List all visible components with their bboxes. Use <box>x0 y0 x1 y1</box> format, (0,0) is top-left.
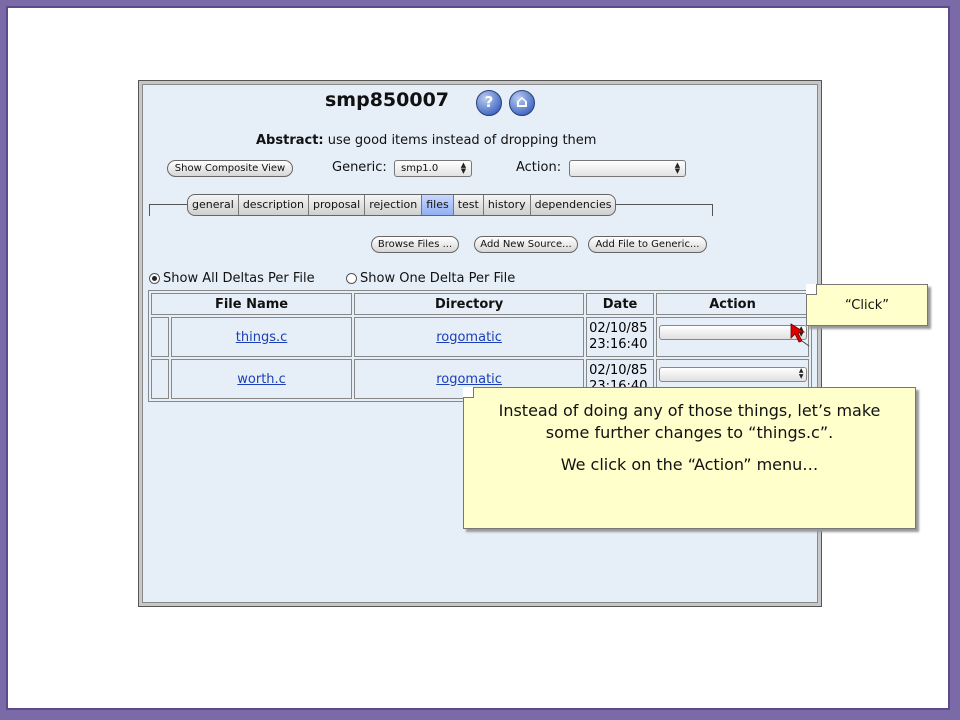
generic-select[interactable] <box>394 160 472 177</box>
tab-rejection[interactable]: rejection <box>365 195 422 215</box>
arrow-pointer-icon <box>790 323 812 347</box>
generic-label: Generic: <box>332 160 387 175</box>
column-header: Date <box>586 293 654 315</box>
help-icon[interactable]: ? <box>476 90 502 116</box>
directory-link[interactable]: rogomatic <box>436 371 502 387</box>
tab-test[interactable]: test <box>454 195 484 215</box>
instruction-text-2: We click on the “Action” menu… <box>560 455 819 474</box>
table-header-row <box>151 293 809 315</box>
column-header: File Name <box>151 293 352 315</box>
abstract <box>256 133 596 148</box>
file-link[interactable]: worth.c <box>237 371 286 387</box>
tab-general[interactable]: general <box>188 195 239 215</box>
row-action-select[interactable] <box>659 325 807 340</box>
home-icon[interactable]: ⌂ <box>509 90 535 116</box>
action-label: Action: <box>516 160 562 175</box>
click-callout: “Click” <box>806 284 928 326</box>
row-selector[interactable] <box>151 359 169 399</box>
radio-label: Show One Delta Per File <box>360 271 516 286</box>
instruction-text-1: Instead of doing any of those things, let’s make some further changes to “things.c”. <box>498 401 881 442</box>
add-file-to-generic-button[interactable]: Add File to Generic... <box>588 236 707 253</box>
select-arrows-icon: ▲ ▼ <box>798 324 804 338</box>
select-arrows-icon: ▲ ▼ <box>674 161 681 175</box>
add-new-source-button[interactable]: Add New Source... <box>474 236 578 253</box>
tab-files[interactable]: files <box>422 195 453 215</box>
row-selector[interactable] <box>151 317 169 357</box>
file-name-cell <box>171 359 352 399</box>
table-row <box>151 317 809 357</box>
date-text: 02/10/85 <box>589 363 648 378</box>
row-action-select[interactable] <box>659 367 807 382</box>
action-cell <box>656 317 809 357</box>
tab-history[interactable]: history <box>484 195 531 215</box>
select-arrows-icon: ▲ ▼ <box>460 161 467 175</box>
file-link[interactable]: things.c <box>235 329 288 345</box>
instruction-callout <box>463 387 916 529</box>
browse-files-button[interactable]: Browse Files ... <box>371 236 459 253</box>
abstract-label: Abstract: <box>256 133 324 148</box>
file-name-cell <box>171 317 352 357</box>
action-select[interactable] <box>569 160 686 177</box>
tab-description[interactable]: description <box>239 195 309 215</box>
directory-cell <box>354 317 584 357</box>
tab-dependencies[interactable]: dependencies <box>534 198 612 211</box>
page-title: smp850007 <box>325 89 450 111</box>
radio-button[interactable] <box>149 273 160 284</box>
abstract-text: use good items instead of dropping them <box>323 133 597 148</box>
radio-label: Show All Deltas Per File <box>163 271 315 286</box>
date-text: 02/10/85 <box>589 321 648 336</box>
time-text: 23:16:40 <box>589 337 648 352</box>
date-cell <box>586 317 654 357</box>
radio-one-delta[interactable] <box>346 271 515 286</box>
show-composite-view-button[interactable]: Show Composite View <box>167 160 293 177</box>
tab-bar <box>187 194 616 216</box>
select-arrows-icon: ▲ ▼ <box>798 366 804 380</box>
column-header: Action <box>656 293 809 315</box>
tab-proposal[interactable]: proposal <box>309 195 365 215</box>
radio-all-deltas[interactable] <box>149 271 315 286</box>
directory-link[interactable]: rogomatic <box>436 329 502 345</box>
column-header: Directory <box>354 293 584 315</box>
radio-button[interactable] <box>346 273 357 284</box>
generic-select-value: smp1.0 <box>401 163 439 174</box>
files-table <box>148 290 812 402</box>
